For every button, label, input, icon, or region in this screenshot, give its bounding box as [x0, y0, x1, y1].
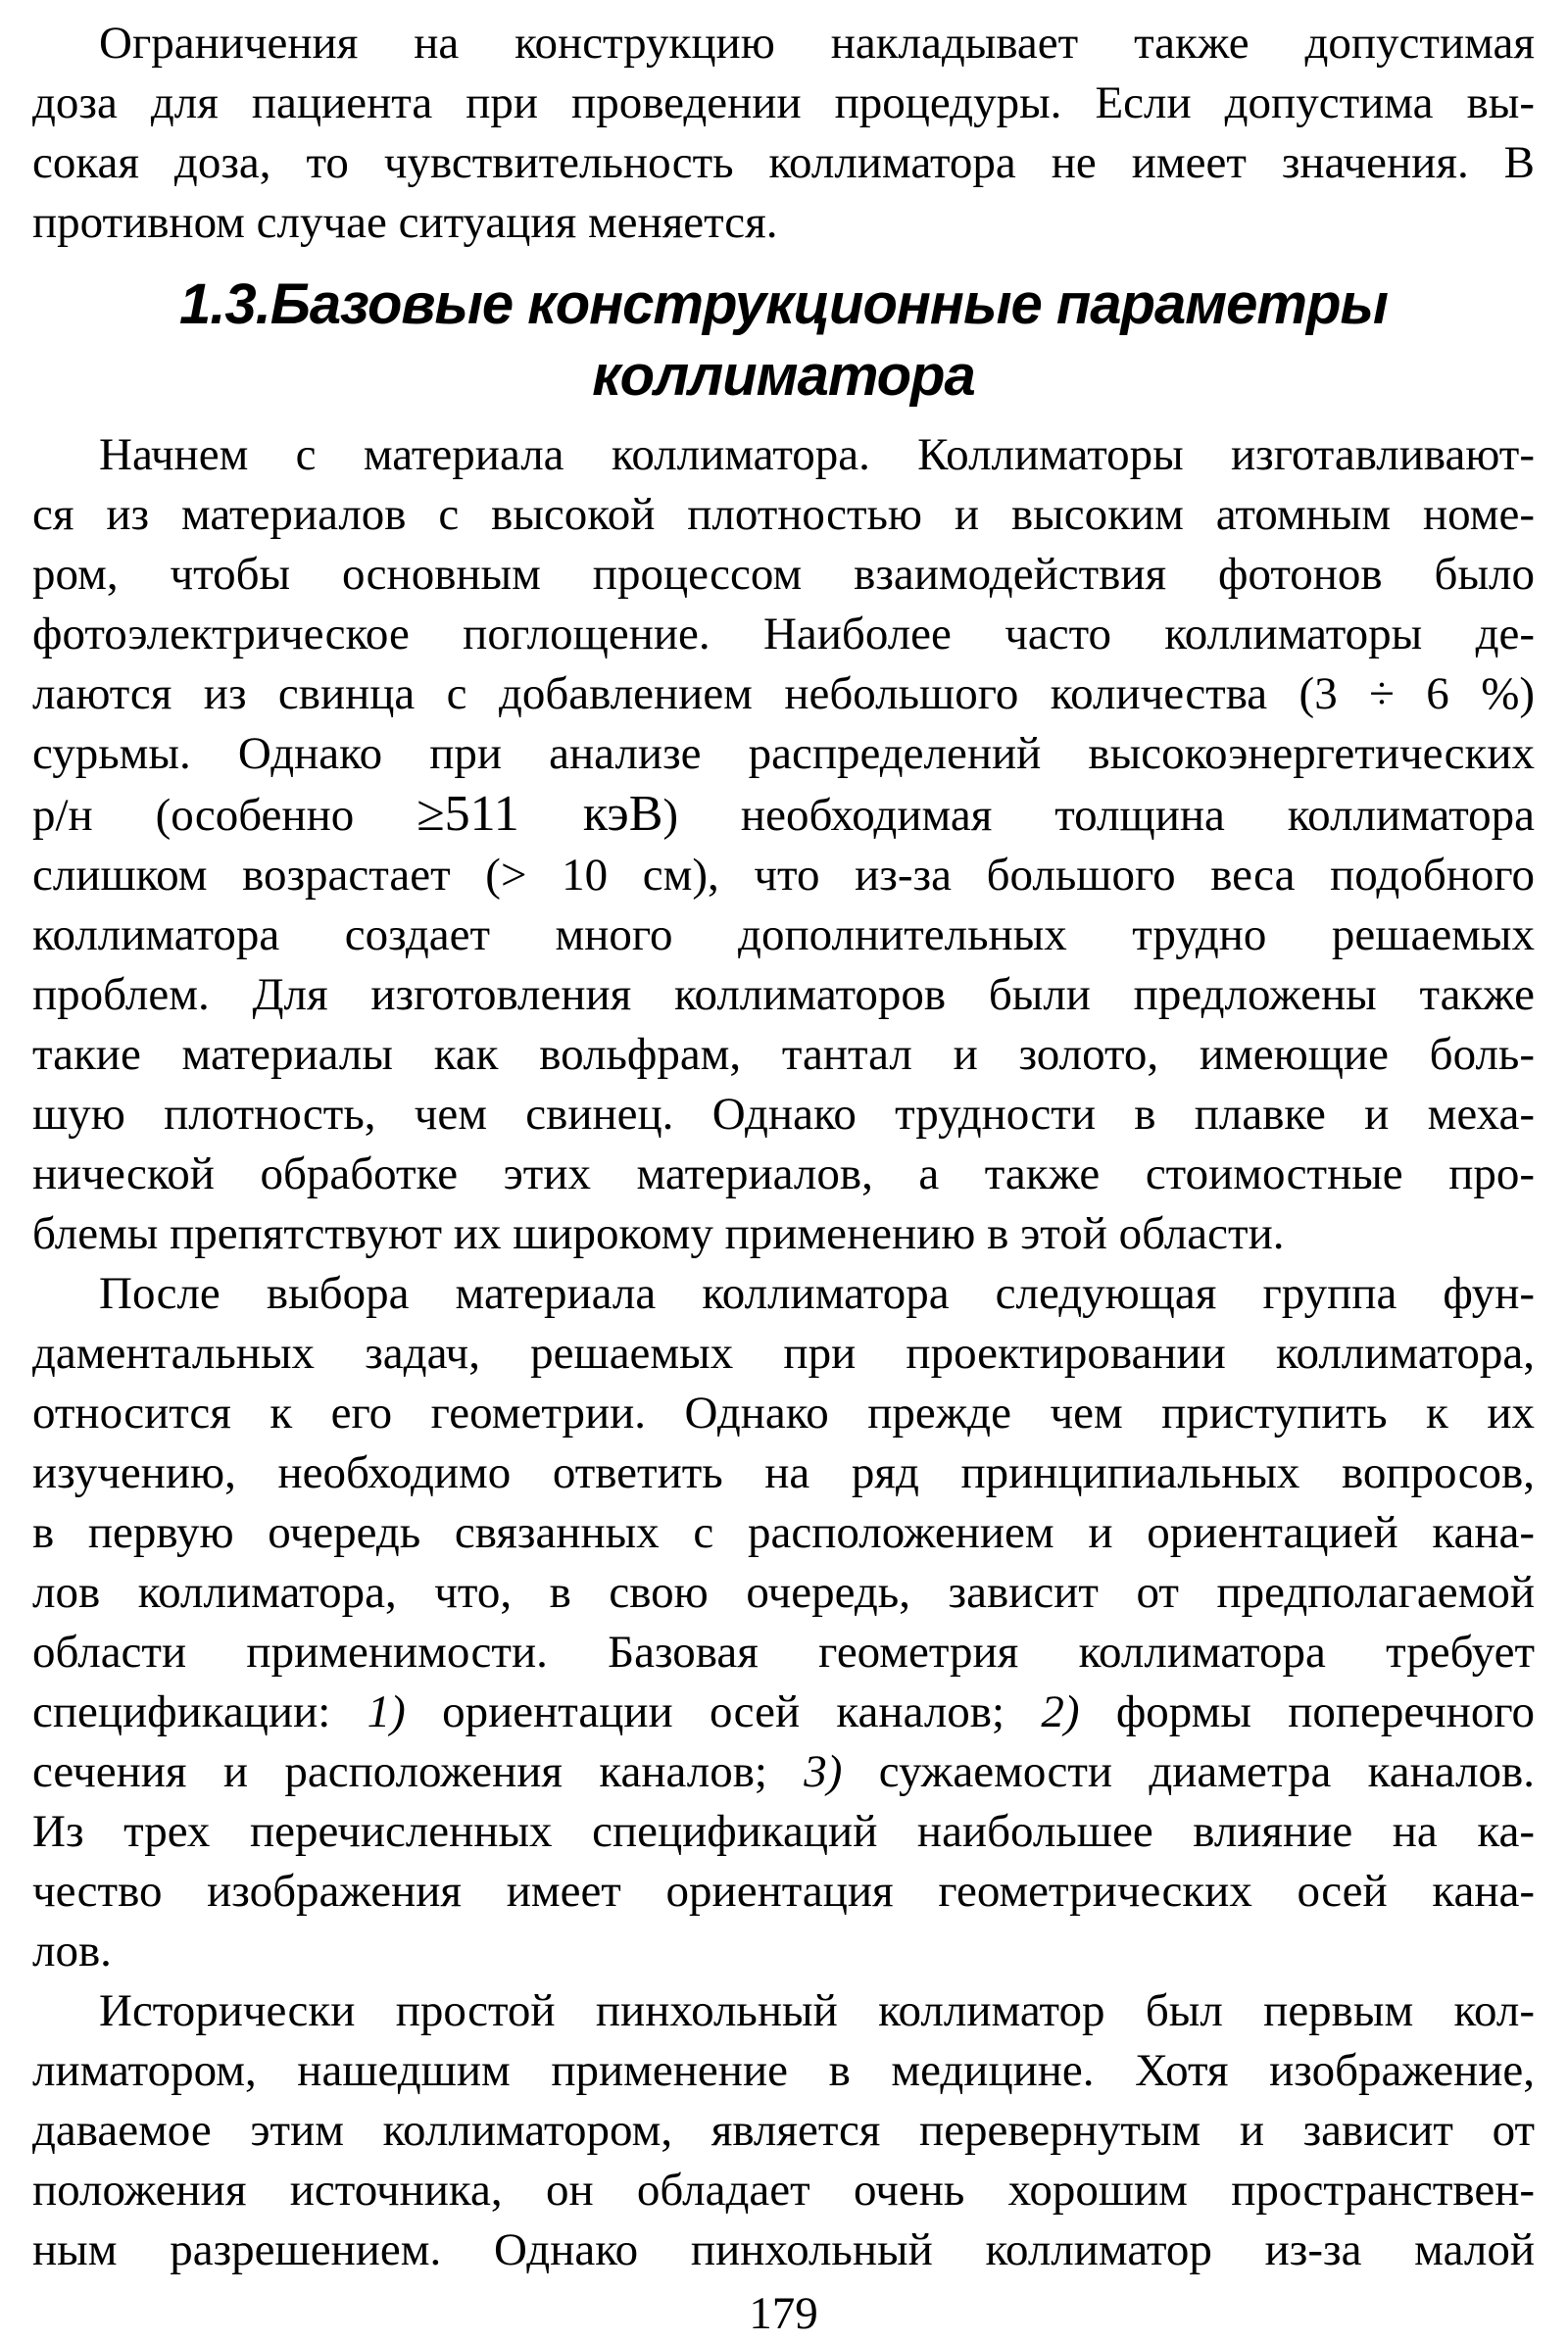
text-line-with-formula	[32, 784, 1535, 846]
section-heading	[32, 268, 1535, 412]
text-line: даментальных задач, решаемых при проектировании коллиматора,	[32, 1328, 1535, 1379]
text-line: ся из материалов с высокой плотностью и высоким атомным номе-	[32, 489, 1535, 540]
text-segment: спецификации:	[32, 1686, 368, 1737]
text-line: положения источника, он обладает очень хорошим пространствен-	[32, 2165, 1535, 2216]
text-line: изучению, необходимо ответить на ряд принципиальных вопросов,	[32, 1447, 1535, 1498]
text-line: фотоэлектрическое поглощение. Наиболее часто коллиматоры де-	[32, 609, 1535, 659]
list-number-italic: 3)	[804, 1746, 843, 1797]
text-line: в первую очередь связанных с расположением и ориентацией кана-	[32, 1507, 1535, 1558]
section-heading-line: коллиматора	[592, 344, 975, 408]
paragraph-3	[32, 1264, 1535, 1981]
text-line: нической обработке этих материалов, а также стоимостные про-	[32, 1148, 1535, 1199]
paragraph-2	[32, 425, 1535, 1264]
text-line: После выбора материала коллиматора следующая группа фун-	[99, 1268, 1535, 1319]
text-segment: ) необходимая толщина коллиматора	[662, 790, 1535, 841]
text-line: сокая доза, то чувствительность коллиматора не имеет значения. В	[32, 137, 1535, 188]
text-line: доза для пациента при проведении процедуры. Если допустима вы-	[32, 77, 1535, 128]
text-line: коллиматора создает много дополнительных трудно решаемых	[32, 909, 1535, 960]
text-line: чество изображения имеет ориентация геометрических осей кана-	[32, 1866, 1535, 1917]
text-line: Из трех перечисленных спецификаций наибольшее влияние на ка-	[32, 1806, 1535, 1857]
text-segment: ориентации осей каналов;	[405, 1686, 1042, 1737]
text-line: проблем. Для изготовления коллиматоров были предложены также	[32, 969, 1535, 1020]
text-line: лов коллиматора, что, в свою очередь, зависит от предполагаемой	[32, 1567, 1535, 1618]
section-heading-line: 1.3.Базовые конструкционные параметры	[179, 272, 1388, 336]
text-segment: сужаемости диаметра каналов.	[842, 1746, 1535, 1797]
list-number-italic: 1)	[367, 1686, 406, 1737]
page-number: 179	[749, 2288, 818, 2339]
text-line: относится к его геометрии. Однако прежде чем приступить к их	[32, 1388, 1535, 1439]
text-line: области применимости. Базовая геометрия коллиматора требует	[32, 1627, 1535, 1678]
text-line: сурьмы. Однако при анализе распределений высокоэнергетических	[32, 728, 1535, 779]
text-line: блемы препятствуют их широкому применению в этой области.	[32, 1208, 1285, 1259]
paragraph-1	[32, 14, 1535, 253]
text-line: лаются из свинца с добавлением небольшого количества (3 ÷ 6 %)	[32, 668, 1535, 719]
text-line: Начнем с материала коллиматора. Коллиматоры изготавливают-	[99, 429, 1535, 480]
paragraph-4	[32, 1981, 1535, 2280]
text-line: ным разрешением. Однако пинхольный коллиматор из-за малой	[32, 2224, 1535, 2275]
text-segment: сечения и расположения каналов;	[32, 1746, 805, 1797]
text-line: лов.	[32, 1926, 112, 1976]
text-line: слишком возрастает (> 10 см), что из-за большого веса подобного	[32, 850, 1535, 901]
text-line: Ограничения на конструкцию накладывает также допустимая	[99, 18, 1535, 69]
text-line: ром, чтобы основным процессом взаимодействия фотонов было	[32, 549, 1535, 600]
text-line: шую плотность, чем свинец. Однако трудности в плавке и меха-	[32, 1089, 1535, 1140]
formula-inline: ≥511 кэВ	[416, 786, 663, 842]
list-number-italic: 2)	[1041, 1686, 1080, 1737]
text-line: даваемое этим коллиматором, является перевернутым и зависит от	[32, 2105, 1535, 2156]
text-line: противном случае ситуация меняется.	[32, 197, 778, 248]
text-line: лиматором, нашедшим применение в медицине. Хотя изображение,	[32, 2045, 1535, 2096]
text-segment: формы поперечного	[1079, 1686, 1535, 1737]
text-line-with-list-numbers	[32, 1683, 1535, 1742]
text-segment: р/н (особенно	[32, 790, 417, 841]
text-line: такие материалы как вольфрам, тантал и золото, имеющие боль-	[32, 1029, 1535, 1080]
text-line: Исторически простой пинхольный коллиматор был первым кол-	[99, 1985, 1535, 2036]
text-line-with-list-numbers	[32, 1742, 1535, 1802]
